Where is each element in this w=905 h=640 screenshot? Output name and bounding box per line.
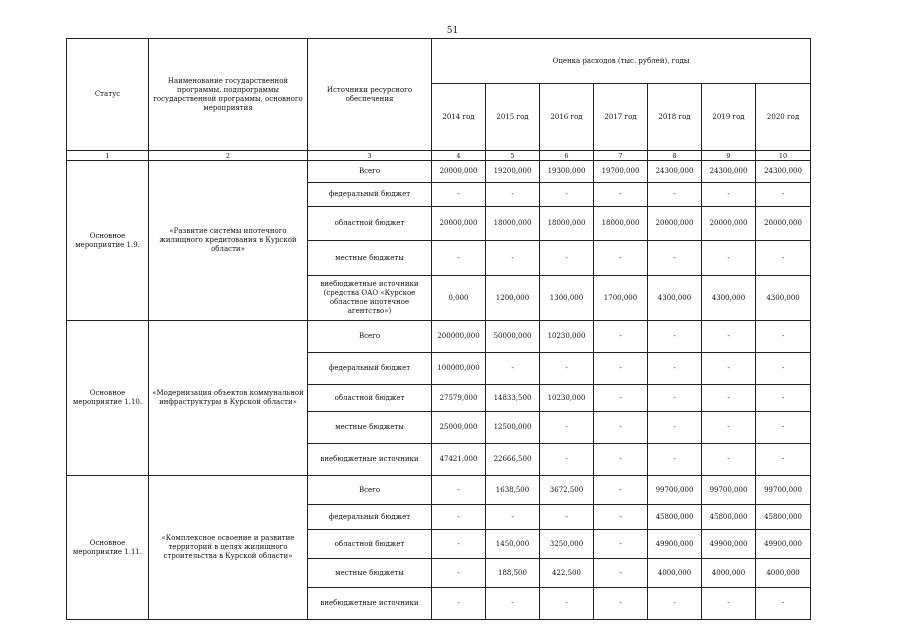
value-cell: 1300,000 [540, 276, 594, 321]
value-cell: 14833,500 [486, 385, 540, 412]
value-cell: 1638,500 [486, 476, 540, 505]
value-cell: 100000,000 [432, 353, 486, 385]
year-header: 2016 год [540, 84, 594, 151]
value-cell: 3250,000 [540, 530, 594, 559]
value-cell: 4300,000 [648, 276, 702, 321]
column-number: 9 [702, 151, 756, 161]
value-cell: - [594, 385, 648, 412]
value-cell: - [756, 241, 811, 276]
value-cell: 3672,500 [540, 476, 594, 505]
value-cell: 1700,000 [594, 276, 648, 321]
value-cell: - [486, 183, 540, 207]
value-cell: - [648, 241, 702, 276]
status-cell: Основное мероприятие 1.11. [67, 476, 149, 620]
value-cell: - [702, 353, 756, 385]
value-cell: 45800,000 [756, 505, 811, 530]
status-cell: Основное мероприятие 1.10. [67, 321, 149, 476]
column-number: 5 [486, 151, 540, 161]
value-cell: - [432, 476, 486, 505]
source-cell: Всего [308, 161, 432, 183]
value-cell: - [594, 476, 648, 505]
source-cell: областной бюджет [308, 530, 432, 559]
column-number: 10 [756, 151, 811, 161]
value-cell: - [594, 588, 648, 620]
value-cell: 99700,000 [756, 476, 811, 505]
source-cell: местные бюджеты [308, 412, 432, 444]
value-cell: - [486, 353, 540, 385]
program-name-cell: «Модернизация объектов коммунальной инфраструктуры в Курской области» [149, 321, 308, 476]
value-cell: 4300,000 [702, 276, 756, 321]
value-cell: 19700,000 [594, 161, 648, 183]
value-cell: - [702, 321, 756, 353]
value-cell: - [756, 385, 811, 412]
value-cell: - [702, 588, 756, 620]
source-cell: внебюджетные источники [308, 588, 432, 620]
value-cell: 99700,000 [702, 476, 756, 505]
status-cell: Основное мероприятие 1.9. [67, 161, 149, 321]
value-cell: - [594, 444, 648, 476]
value-cell: 49900,000 [756, 530, 811, 559]
table-row [67, 161, 811, 183]
status-header: Статус [67, 39, 149, 151]
value-cell: 18000,000 [540, 207, 594, 241]
value-cell: - [432, 241, 486, 276]
value-cell: - [648, 321, 702, 353]
value-cell: 49900,000 [648, 530, 702, 559]
column-number: 1 [67, 151, 149, 161]
value-cell: - [594, 505, 648, 530]
value-cell: - [594, 241, 648, 276]
value-cell: - [756, 444, 811, 476]
budget-table [66, 38, 811, 620]
value-cell: - [702, 444, 756, 476]
value-cell: - [648, 353, 702, 385]
value-cell: - [756, 353, 811, 385]
source-cell: областной бюджет [308, 385, 432, 412]
year-header: 2017 год [594, 84, 648, 151]
year-header: 2019 год [702, 84, 756, 151]
column-number: 6 [540, 151, 594, 161]
value-cell: - [540, 412, 594, 444]
value-cell: 12500,000 [486, 412, 540, 444]
value-cell: 4000,000 [648, 559, 702, 588]
source-cell: местные бюджеты [308, 559, 432, 588]
value-cell: 4000,000 [702, 559, 756, 588]
value-cell: - [594, 183, 648, 207]
sources-header: Источники ресурсного обеспечения [308, 39, 432, 151]
value-cell: - [756, 321, 811, 353]
value-cell: - [648, 412, 702, 444]
column-number-row [67, 151, 811, 161]
value-cell: - [540, 444, 594, 476]
value-cell: 99700,000 [648, 476, 702, 505]
value-cell: - [540, 183, 594, 207]
value-cell: 422,500 [540, 559, 594, 588]
value-cell: - [648, 588, 702, 620]
source-cell: федеральный бюджет [308, 505, 432, 530]
source-cell: федеральный бюджет [308, 183, 432, 207]
value-cell: - [594, 530, 648, 559]
value-cell: 188,500 [486, 559, 540, 588]
value-cell: - [702, 241, 756, 276]
value-cell: 19200,000 [486, 161, 540, 183]
value-cell: 18000,000 [486, 207, 540, 241]
value-cell: - [540, 505, 594, 530]
value-cell: 4000,000 [756, 559, 811, 588]
value-cell: 10230,000 [540, 321, 594, 353]
value-cell: 20000,000 [702, 207, 756, 241]
value-cell: - [648, 385, 702, 412]
value-cell: 45800,000 [702, 505, 756, 530]
value-cell: - [594, 559, 648, 588]
value-cell: - [702, 412, 756, 444]
value-cell: 24300,000 [648, 161, 702, 183]
value-cell: - [648, 444, 702, 476]
value-cell: 24300,000 [702, 161, 756, 183]
value-cell: 20000,000 [756, 207, 811, 241]
value-cell: - [432, 588, 486, 620]
column-number: 4 [432, 151, 486, 161]
year-header: 2018 год [648, 84, 702, 151]
page-number: 51 [446, 26, 459, 36]
value-cell: - [432, 530, 486, 559]
value-cell: 4300,000 [756, 276, 811, 321]
value-cell: 1450,000 [486, 530, 540, 559]
value-cell: 45800,000 [648, 505, 702, 530]
table-body [67, 161, 811, 620]
column-number: 2 [149, 151, 308, 161]
value-cell: 25000,000 [432, 412, 486, 444]
value-cell: - [594, 321, 648, 353]
table-row [67, 476, 811, 505]
table-row [67, 321, 811, 353]
value-cell: - [432, 505, 486, 530]
value-cell: 20000,000 [432, 207, 486, 241]
value-cell: - [540, 588, 594, 620]
value-cell: 1200,000 [486, 276, 540, 321]
year-header: 2020 год [756, 84, 811, 151]
value-cell: - [540, 353, 594, 385]
value-cell: - [756, 183, 811, 207]
value-cell: 50000,000 [486, 321, 540, 353]
value-cell: 20000,000 [648, 207, 702, 241]
value-cell: 22666,500 [486, 444, 540, 476]
value-cell: - [594, 353, 648, 385]
value-cell: - [648, 183, 702, 207]
column-number: 8 [648, 151, 702, 161]
source-cell: Всего [308, 476, 432, 505]
value-cell: - [540, 241, 594, 276]
column-number: 3 [308, 151, 432, 161]
value-cell: 19300,000 [540, 161, 594, 183]
value-cell: 10230,000 [540, 385, 594, 412]
source-cell: местные бюджеты [308, 241, 432, 276]
program-name-cell: «Развитие системы ипотечного жилищного кредитования в Курской области» [149, 161, 308, 321]
program-name-cell: «Комплексное освоение и развитие территорий в целях жилищного строительства в Курской области» [149, 476, 308, 620]
value-cell: - [486, 588, 540, 620]
value-cell: - [594, 412, 648, 444]
expenses-header: Оценка расходов (тыс. рублей), годы [432, 39, 811, 84]
value-cell: - [756, 588, 811, 620]
value-cell: 20000,000 [432, 161, 486, 183]
source-cell: федеральный бюджет [308, 353, 432, 385]
value-cell: 27579,000 [432, 385, 486, 412]
value-cell: - [486, 241, 540, 276]
value-cell: 24300,000 [756, 161, 811, 183]
value-cell: 49900,000 [702, 530, 756, 559]
value-cell: - [432, 559, 486, 588]
year-header: 2015 год [486, 84, 540, 151]
value-cell: - [432, 183, 486, 207]
value-cell: - [756, 412, 811, 444]
value-cell: - [702, 385, 756, 412]
year-header: 2014 год [432, 84, 486, 151]
value-cell: - [486, 505, 540, 530]
source-cell: внебюджетные источники (средства ОАО «Курское областное ипотечное агентство») [308, 276, 432, 321]
header-row [67, 39, 811, 84]
value-cell: 47421,000 [432, 444, 486, 476]
value-cell: 200000,000 [432, 321, 486, 353]
source-cell: областной бюджет [308, 207, 432, 241]
value-cell: 18000,000 [594, 207, 648, 241]
source-cell: внебюджетные источники [308, 444, 432, 476]
value-cell: 0,000 [432, 276, 486, 321]
source-cell: Всего [308, 321, 432, 353]
name-header: Наименование государственной программы, подпрограммы государственной программы, основного мероприятия [149, 39, 308, 151]
column-number: 7 [594, 151, 648, 161]
value-cell: - [702, 183, 756, 207]
